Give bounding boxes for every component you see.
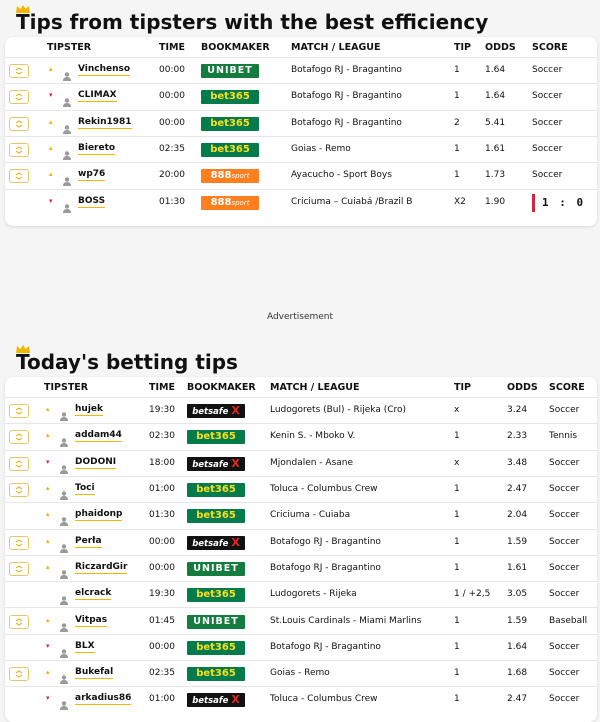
user-icon: [60, 564, 68, 573]
sport-label: Baseball: [549, 615, 588, 626]
expand-row-button[interactable]: [9, 169, 29, 183]
expand-row-button[interactable]: [9, 483, 29, 497]
odds-value: 1.59: [507, 536, 528, 547]
bookmaker-logo[interactable]: [201, 169, 259, 183]
match-time: 01:00: [149, 484, 175, 495]
trend-up-icon: ▴: [46, 405, 50, 414]
bookmaker-label: bet365: [196, 589, 236, 601]
header-time: TIME: [149, 382, 175, 393]
tipster-link[interactable]: arkadius86: [75, 693, 132, 704]
sport-label: Soccer: [549, 641, 580, 652]
match-link[interactable]: Toluca - Columbus Crew: [270, 484, 378, 495]
match-time: 19:30: [149, 589, 175, 600]
tipster-link[interactable]: Vinchenso: [78, 64, 131, 75]
match-link[interactable]: Botafogo RJ - Bragantino: [291, 117, 402, 128]
table-row[interactable]: [5, 581, 597, 607]
user-icon: [60, 406, 68, 415]
odds-value: 1.61: [507, 562, 528, 573]
user-icon: [60, 617, 68, 626]
odds-value: 1.64: [485, 91, 506, 102]
header-tip: TIP: [454, 382, 471, 393]
tip-value: 1: [454, 65, 460, 76]
tip-value: 1: [454, 91, 460, 102]
odds-value: 1.68: [507, 668, 528, 679]
match-time: 02:35: [149, 668, 175, 679]
odds-value: 5.41: [485, 117, 506, 128]
chevron-down-icon: [15, 120, 23, 128]
match-link[interactable]: Goias - Remo: [270, 668, 330, 679]
match-link[interactable]: Botafogo RJ - Bragantino: [291, 91, 402, 102]
tipster-link[interactable]: elcrack: [75, 588, 112, 599]
odds-value: 2.33: [507, 431, 528, 442]
user-icon: [60, 590, 68, 599]
advertisement-label: Advertisement: [266, 312, 334, 322]
bookmaker-label: bet365: [196, 484, 236, 496]
tip-value: 1: [454, 431, 460, 442]
chevron-down-icon: [15, 618, 23, 626]
bookmaker-logo[interactable]: [187, 667, 245, 681]
bookmaker-logo[interactable]: [187, 641, 245, 655]
tip-value: 1: [454, 144, 460, 155]
sport-label: Soccer: [532, 65, 563, 76]
chevron-down-icon: [15, 172, 23, 180]
match-link[interactable]: Kenin S. - Mboko V.: [270, 431, 356, 442]
header-bookmaker: BOOKMAKER: [201, 42, 270, 53]
tipster-link[interactable]: Vitpas: [75, 614, 108, 625]
odds-value: 1.64: [485, 65, 506, 76]
chevron-down-icon: [15, 93, 23, 101]
section-title-today: Today's betting tips: [16, 350, 238, 374]
odds-value: 1.61: [485, 144, 506, 155]
match-time: 01:45: [149, 615, 175, 626]
bookmaker-label: bet365: [210, 144, 250, 156]
expand-row-button[interactable]: [9, 430, 29, 444]
header-tipster: TIPSTER: [44, 382, 89, 393]
sport-label: Soccer: [549, 668, 580, 679]
tipster-link[interactable]: hujek: [75, 404, 103, 415]
tipster-link[interactable]: phaidonp: [75, 509, 123, 520]
bookmaker-label: UNIBET: [193, 615, 239, 627]
match-link[interactable]: Criciuma - Cuiaba: [270, 510, 351, 521]
tipster-link[interactable]: BOSS: [78, 195, 106, 206]
trend-down-icon: ▾: [46, 457, 50, 466]
bookmaker-label: betsafe X: [192, 456, 240, 470]
tipster-link[interactable]: RiczardGir: [75, 561, 128, 572]
header-score: SCORE: [532, 42, 568, 53]
tipster-link[interactable]: Rekin1981: [78, 116, 132, 127]
table-row[interactable]: [5, 423, 597, 449]
trend-up-icon: ▴: [46, 615, 50, 624]
today-tips-table: [5, 377, 597, 722]
bookmaker-label: betsafe X: [192, 535, 240, 549]
odds-value: 1.73: [485, 170, 506, 181]
table-row[interactable]: [5, 189, 597, 215]
user-icon: [60, 432, 68, 441]
trend-down-icon: ▾: [46, 694, 50, 703]
table-row[interactable]: [5, 110, 597, 136]
expand-row-button[interactable]: [9, 117, 29, 131]
match-time: 02:30: [149, 431, 175, 442]
chevron-down-icon: [15, 670, 23, 678]
bookmaker-logo[interactable]: [201, 64, 259, 78]
tip-value: 1: [454, 641, 460, 652]
expand-row-button[interactable]: [9, 615, 29, 629]
trend-up-icon: ▴: [46, 431, 50, 440]
bookmaker-logo[interactable]: [201, 196, 259, 210]
trend-up-icon: ▴: [46, 668, 50, 677]
trend-up-icon: ▴: [49, 65, 53, 74]
trend-down-icon: ▾: [46, 641, 50, 650]
match-time: 00:00: [159, 117, 185, 128]
sport-label: Soccer: [532, 91, 563, 102]
user-icon: [60, 669, 68, 678]
bookmaker-label: UNIBET: [193, 562, 239, 574]
match-link[interactable]: Toluca - Columbus Crew: [270, 694, 378, 705]
chevron-down-icon: [15, 146, 23, 154]
match-link[interactable]: Ayacucho - Sport Boys: [291, 170, 392, 181]
bookmaker-logo[interactable]: [187, 457, 245, 471]
table-row[interactable]: [5, 529, 597, 555]
tip-value: 1: [454, 668, 460, 679]
user-icon: [63, 66, 71, 75]
odds-value: 3.05: [507, 589, 528, 600]
trend-up-icon: ▴: [46, 510, 50, 519]
tip-value: 1: [454, 694, 460, 705]
section-title-efficiency: Tips from tipsters with the best efficiency: [16, 10, 489, 34]
bookmaker-label: bet365: [210, 117, 250, 129]
match-link[interactable]: Botafogo RJ - Bragantino: [270, 562, 381, 573]
user-icon: [60, 485, 68, 494]
odds-value: 2.04: [507, 510, 528, 521]
header-tip: TIP: [454, 42, 471, 53]
match-link[interactable]: Criciuma – Cuiabá /Brazil B: [291, 196, 413, 207]
sport-label: Tennis: [549, 431, 578, 442]
table-header: [5, 37, 597, 57]
table-row[interactable]: [5, 555, 597, 581]
bookmaker-label: betsafe X: [192, 693, 240, 707]
expand-row-button[interactable]: [9, 536, 29, 550]
match-time: 00:00: [149, 536, 175, 547]
tip-value: 2: [454, 117, 460, 128]
table-row[interactable]: [5, 162, 597, 188]
tip-value: 1 / +2,5: [454, 589, 491, 600]
sport-label: Soccer: [532, 170, 563, 181]
trend-down-icon: ▾: [49, 196, 53, 205]
sport-label: Soccer: [549, 536, 580, 547]
bookmaker-label: betsafe X: [192, 404, 240, 418]
bookmaker-label: bet365: [196, 641, 236, 653]
match-link[interactable]: Ludogorets (Bul) - Rijeka (Cro): [270, 405, 407, 416]
tip-value: 1: [454, 510, 460, 521]
header-bookmaker: BOOKMAKER: [187, 382, 256, 393]
expand-row-button[interactable]: [9, 143, 29, 157]
odds-value: 3.24: [507, 405, 528, 416]
bookmaker-label: bet365: [210, 91, 250, 103]
tipster-link[interactable]: Toci: [75, 483, 95, 494]
bookmaker-label: 888sport: [210, 170, 250, 182]
match-link[interactable]: St.Louis Cardinals - Miami Marlins: [270, 615, 422, 626]
bookmaker-logo[interactable]: [187, 483, 245, 497]
chevron-down-icon: [15, 539, 23, 547]
bookmaker-logo[interactable]: [187, 693, 245, 707]
match-time: 00:00: [149, 562, 175, 573]
tip-value: x: [454, 457, 460, 468]
odds-value: 1.90: [485, 196, 506, 207]
tipster-link[interactable]: CLIMAX: [78, 90, 117, 101]
bookmaker-logo[interactable]: [187, 430, 245, 444]
efficiency-tips-table: [5, 37, 597, 226]
match-link[interactable]: Goias - Remo: [291, 144, 351, 155]
table-row[interactable]: [5, 634, 597, 660]
tipster-link[interactable]: BLX: [75, 640, 95, 651]
bookmaker-logo[interactable]: [187, 509, 245, 523]
match-time: 01:30: [159, 196, 185, 207]
tip-value: X2: [454, 196, 466, 207]
tipster-link[interactable]: DODONI: [75, 456, 117, 467]
live-indicator: [532, 194, 535, 212]
bookmaker-label: UNIBET: [207, 65, 253, 77]
tipster-link[interactable]: Biereto: [78, 143, 116, 154]
match-time: 18:00: [149, 457, 175, 468]
match-time: 19:30: [149, 405, 175, 416]
header-time: TIME: [159, 42, 185, 53]
bookmaker-logo[interactable]: [187, 615, 245, 629]
trend-up-icon: ▴: [46, 536, 50, 545]
user-icon: [60, 459, 68, 468]
expand-row-button[interactable]: [9, 90, 29, 104]
odds-value: 1.59: [507, 615, 528, 626]
bookmaker-logo[interactable]: [201, 143, 259, 157]
odds-value: 3.48: [507, 457, 528, 468]
bookmaker-logo[interactable]: [187, 562, 245, 576]
bookmaker-logo[interactable]: [187, 404, 245, 418]
user-icon: [60, 538, 68, 547]
tip-value: 1: [454, 615, 460, 626]
user-icon: [60, 643, 68, 652]
match-link[interactable]: Botafogo RJ - Bragantino: [270, 536, 381, 547]
match-link[interactable]: Botafogo RJ - Bragantino: [270, 641, 381, 652]
trend-down-icon: ▾: [49, 91, 53, 100]
live-score: 1 : 0: [542, 195, 586, 209]
expand-row-button[interactable]: [9, 457, 29, 471]
match-link[interactable]: Botafogo RJ - Bragantino: [291, 65, 402, 76]
header-match: MATCH / LEAGUE: [270, 382, 360, 393]
odds-value: 2.47: [507, 484, 528, 495]
chevron-down-icon: [15, 407, 23, 415]
tipster-link[interactable]: Bukefal: [75, 667, 114, 678]
match-time: 00:00: [149, 641, 175, 652]
user-icon: [60, 511, 68, 520]
match-time: 02:35: [159, 144, 185, 155]
chevron-down-icon: [15, 67, 23, 75]
table-row[interactable]: [5, 57, 597, 83]
header-odds: ODDS: [485, 42, 516, 53]
sport-label: Soccer: [532, 144, 563, 155]
tipster-link[interactable]: wp76: [78, 169, 106, 180]
trend-up-icon: ▴: [49, 117, 53, 126]
header-score: SCORE: [549, 382, 585, 393]
tip-value: 1: [454, 536, 460, 547]
chevron-down-icon: [15, 433, 23, 441]
user-icon: [63, 145, 71, 154]
sport-label: Soccer: [549, 510, 580, 521]
expand-row-button[interactable]: [9, 64, 29, 78]
sport-label: Soccer: [549, 694, 580, 705]
header-match: MATCH / LEAGUE: [291, 42, 381, 53]
sport-label: Soccer: [549, 589, 580, 600]
table-row[interactable]: [5, 660, 597, 686]
match-time: 00:00: [159, 65, 185, 76]
header-odds: ODDS: [507, 382, 538, 393]
odds-value: 2.47: [507, 694, 528, 705]
trend-up-icon: ▴: [46, 484, 50, 493]
trend-up-icon: ▴: [49, 144, 53, 153]
sport-label: Soccer: [549, 484, 580, 495]
table-row[interactable]: [5, 450, 597, 476]
chevron-down-icon: [15, 486, 23, 494]
user-icon: [63, 198, 71, 207]
bookmaker-logo[interactable]: [201, 117, 259, 131]
bookmaker-label: 888sport: [210, 196, 250, 208]
tipster-link[interactable]: Perła: [75, 535, 102, 546]
chevron-down-icon: [15, 565, 23, 573]
user-icon: [63, 92, 71, 101]
table-row[interactable]: [5, 397, 597, 423]
header-tipster: TIPSTER: [47, 42, 92, 53]
user-icon: [63, 171, 71, 180]
table-row[interactable]: [5, 476, 597, 502]
bookmaker-label: bet365: [196, 510, 236, 522]
match-time: 00:00: [159, 91, 185, 102]
table-row[interactable]: [5, 83, 597, 109]
table-header: [5, 377, 597, 397]
tip-value: 1: [454, 170, 460, 181]
bookmaker-logo[interactable]: [187, 588, 245, 602]
odds-value: 1.64: [507, 641, 528, 652]
user-icon: [60, 695, 68, 704]
bookmaker-label: bet365: [196, 668, 236, 680]
expand-row-button[interactable]: [9, 667, 29, 681]
sport-label: Soccer: [549, 562, 580, 573]
match-link[interactable]: Mjondalen - Asane: [270, 457, 354, 468]
trend-up-icon: ▴: [46, 562, 50, 571]
tip-value: 1: [454, 484, 460, 495]
match-time: 20:00: [159, 170, 185, 181]
tip-value: 1: [454, 562, 460, 573]
sport-label: Soccer: [549, 457, 580, 468]
expand-row-button[interactable]: [9, 562, 29, 576]
tipster-link[interactable]: addam44: [75, 430, 122, 441]
table-row[interactable]: [5, 136, 597, 162]
table-row[interactable]: [5, 502, 597, 528]
match-time: 01:30: [149, 510, 175, 521]
table-row[interactable]: [5, 607, 597, 633]
bookmaker-logo[interactable]: [201, 90, 259, 104]
sport-label: Soccer: [549, 405, 580, 416]
chevron-down-icon: [15, 460, 23, 468]
expand-row-button[interactable]: [9, 404, 29, 418]
sport-label: Soccer: [532, 117, 563, 128]
match-link[interactable]: Ludogorets - Rijeka: [270, 589, 357, 600]
table-row[interactable]: [5, 686, 597, 712]
user-icon: [63, 119, 71, 128]
trend-up-icon: ▴: [49, 170, 53, 179]
tip-value: x: [454, 405, 460, 416]
bookmaker-logo[interactable]: [187, 536, 245, 550]
bookmaker-label: bet365: [196, 431, 236, 443]
match-time: 01:00: [149, 694, 175, 705]
